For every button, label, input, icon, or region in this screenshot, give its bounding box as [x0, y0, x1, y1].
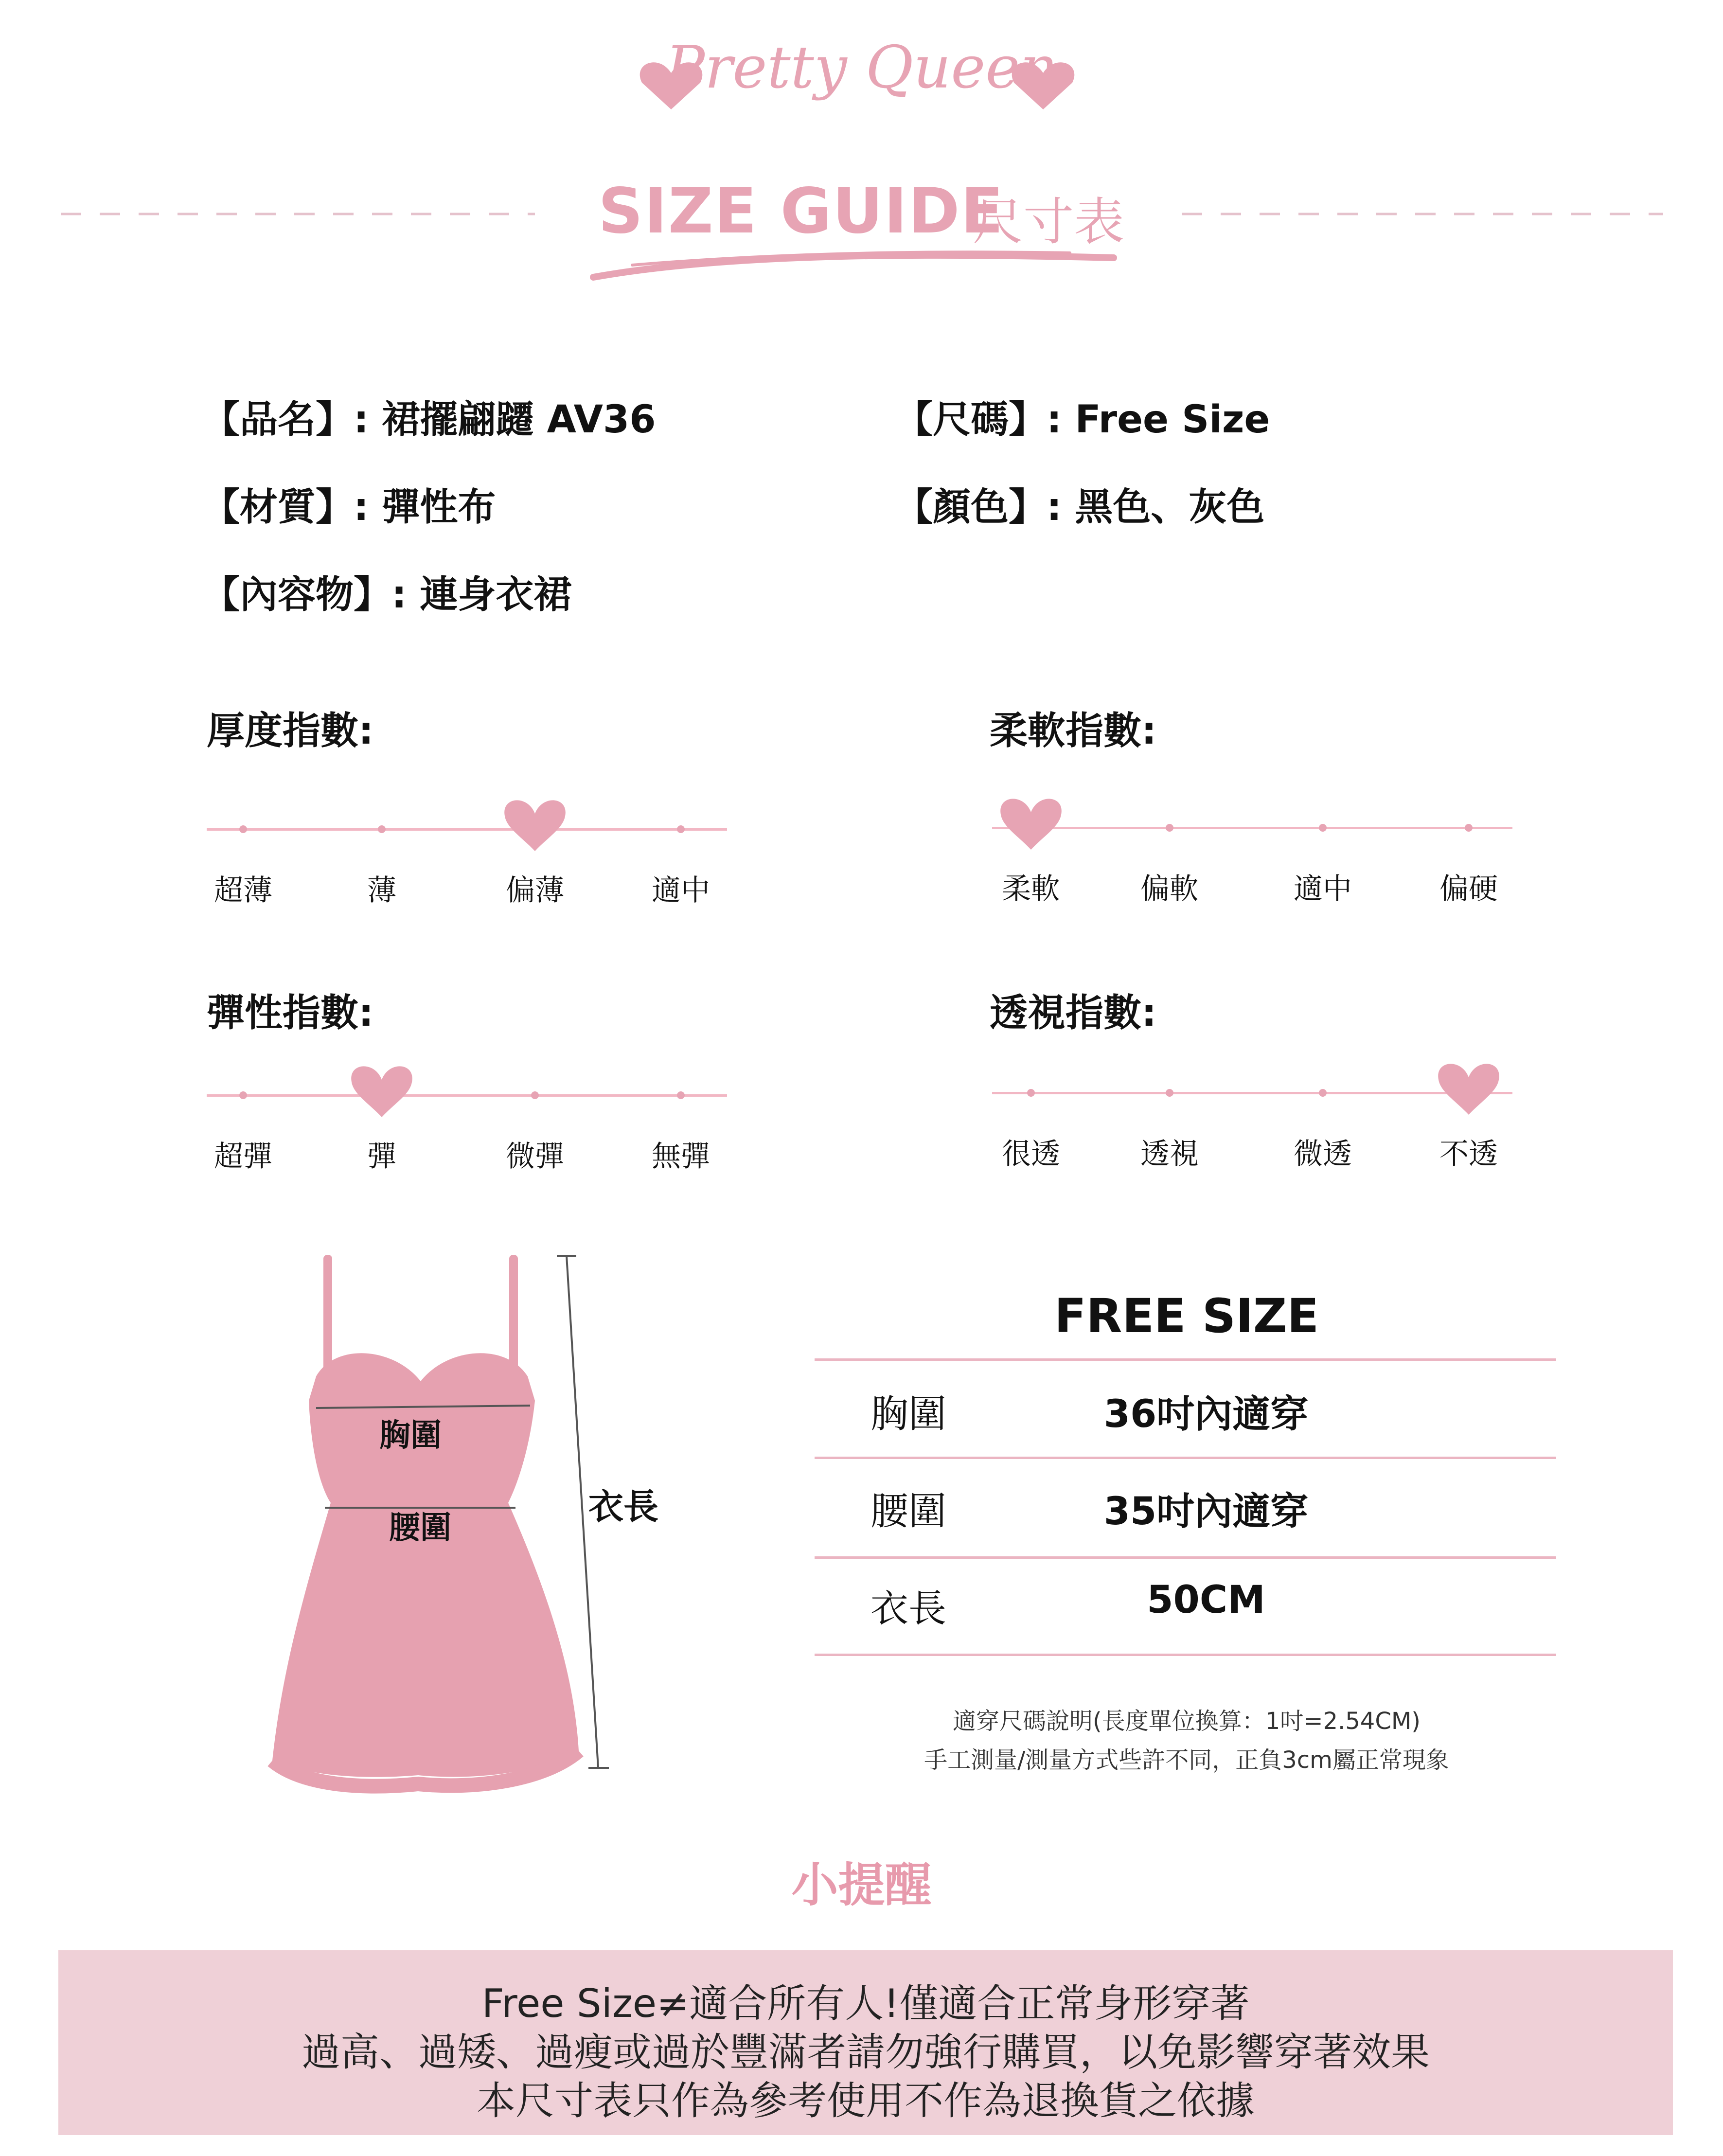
index-option-label: 偏薄 — [506, 873, 564, 908]
index-option-label: 適中 — [652, 873, 710, 908]
index-option-label: 微彈 — [506, 1140, 564, 1174]
index-label-elasticity: 彈性指數: — [207, 991, 374, 1035]
product-size — [895, 389, 1270, 444]
index-option-label: 適中 — [1294, 872, 1352, 906]
index-option-label: 很透 — [1002, 1137, 1060, 1171]
index-option-label: 微透 — [1294, 1137, 1352, 1171]
product-color-key: 【顏色】 — [895, 485, 1047, 529]
table-divider — [815, 1654, 1556, 1656]
scale-dot — [1027, 1089, 1035, 1097]
dress-label-length: 衣長 — [588, 1486, 659, 1527]
scale-dot — [1319, 824, 1327, 832]
reminder-title: 小提醒 — [791, 1858, 932, 1912]
index-scale-line — [207, 828, 727, 831]
index-option-label: 超薄 — [214, 873, 272, 908]
scale-dot — [239, 1091, 247, 1099]
product-material-value: : 彈性布 — [354, 485, 496, 529]
table-row-key: 衣長 — [870, 1587, 947, 1631]
index-label-thickness: 厚度指數: — [207, 709, 374, 753]
index-label-sheerness: 透視指數: — [990, 991, 1157, 1035]
product-color-value: : 黑色、灰色 — [1047, 485, 1265, 529]
heart-marker-icon — [1435, 1055, 1503, 1119]
scale-dot — [531, 1091, 539, 1099]
product-color — [895, 477, 1264, 531]
index-label-softness: 柔軟指數: — [990, 709, 1157, 753]
scale-dot — [239, 825, 247, 833]
dress-label-waist: 腰圍 — [389, 1510, 451, 1546]
product-name — [202, 389, 656, 444]
product-material — [202, 477, 496, 531]
table-divider — [815, 1457, 1556, 1459]
index-option-label: 超彈 — [214, 1140, 272, 1174]
page-title: SIZE GUIDE — [598, 175, 1004, 248]
heart-marker-icon — [348, 1058, 416, 1121]
table-row-value: 50CM — [1147, 1578, 1265, 1622]
product-contents — [202, 564, 571, 619]
product-name-value: : 裙擺翩躚 AV36 — [354, 398, 656, 442]
reminder-line: 本尺寸表只作為參考使用不作為退換貨之依據 — [477, 2078, 1255, 2123]
reminder-line: Free Size≠適合所有人!僅適合正常身形穿著 — [481, 1981, 1250, 2026]
dress-label-chest: 胸圍 — [379, 1418, 442, 1454]
scale-dot — [1166, 1089, 1173, 1097]
product-name-key: 【品名】 — [202, 398, 354, 442]
scale-dot — [1465, 824, 1473, 832]
product-size-key: 【尺碼】 — [895, 398, 1047, 442]
table-row-value: 36吋內適穿 — [1103, 1392, 1309, 1436]
product-contents-key: 【內容物】 — [202, 573, 392, 617]
title-underline — [593, 255, 1114, 277]
scale-dot — [1166, 824, 1173, 832]
dress-illustration — [263, 1245, 700, 1819]
index-option-label: 彈 — [367, 1140, 396, 1174]
heart-marker-icon — [501, 792, 569, 855]
reminder-line: 過高、過矮、過瘦或過於豐滿者請勿強行購買，以免影響穿著效果 — [302, 2030, 1430, 2075]
index-option-label: 柔軟 — [1002, 872, 1060, 906]
size-note-tolerance: 手工測量/測量方式些許不同，正負3cm屬正常現象 — [924, 1746, 1449, 1774]
table-divider — [815, 1556, 1556, 1559]
product-material-key: 【材質】 — [202, 485, 354, 529]
size-table-header: FREE SIZE — [1054, 1289, 1319, 1343]
product-size-value: : Free Size — [1047, 398, 1270, 442]
index-option-label: 透視 — [1140, 1137, 1199, 1171]
index-option-label: 不透 — [1439, 1137, 1498, 1171]
index-scale-line — [207, 1094, 727, 1097]
table-row-key: 腰圍 — [870, 1490, 947, 1533]
scale-dot — [677, 825, 685, 833]
scale-dot — [378, 825, 386, 833]
brand-logo: Pretty Queen — [665, 34, 1058, 102]
index-scale-line — [992, 827, 1512, 829]
table-row-key: 胸圍 — [870, 1392, 947, 1436]
scale-dot — [677, 1091, 685, 1099]
index-option-label: 偏硬 — [1439, 872, 1498, 906]
page-title-zh: 尺寸表 — [973, 192, 1125, 251]
index-option-label: 無彈 — [652, 1140, 710, 1174]
index-option-label: 偏軟 — [1140, 872, 1199, 906]
product-contents-value: : 連身衣裙 — [391, 573, 572, 617]
heart-marker-icon — [997, 790, 1065, 854]
size-note-conversion: 適穿尺碼說明(長度單位換算：1吋=2.54CM) — [952, 1708, 1421, 1735]
scale-dot — [1319, 1089, 1327, 1097]
index-option-label: 薄 — [367, 873, 396, 908]
table-row-value: 35吋內適穿 — [1103, 1490, 1309, 1533]
table-divider — [815, 1358, 1556, 1361]
